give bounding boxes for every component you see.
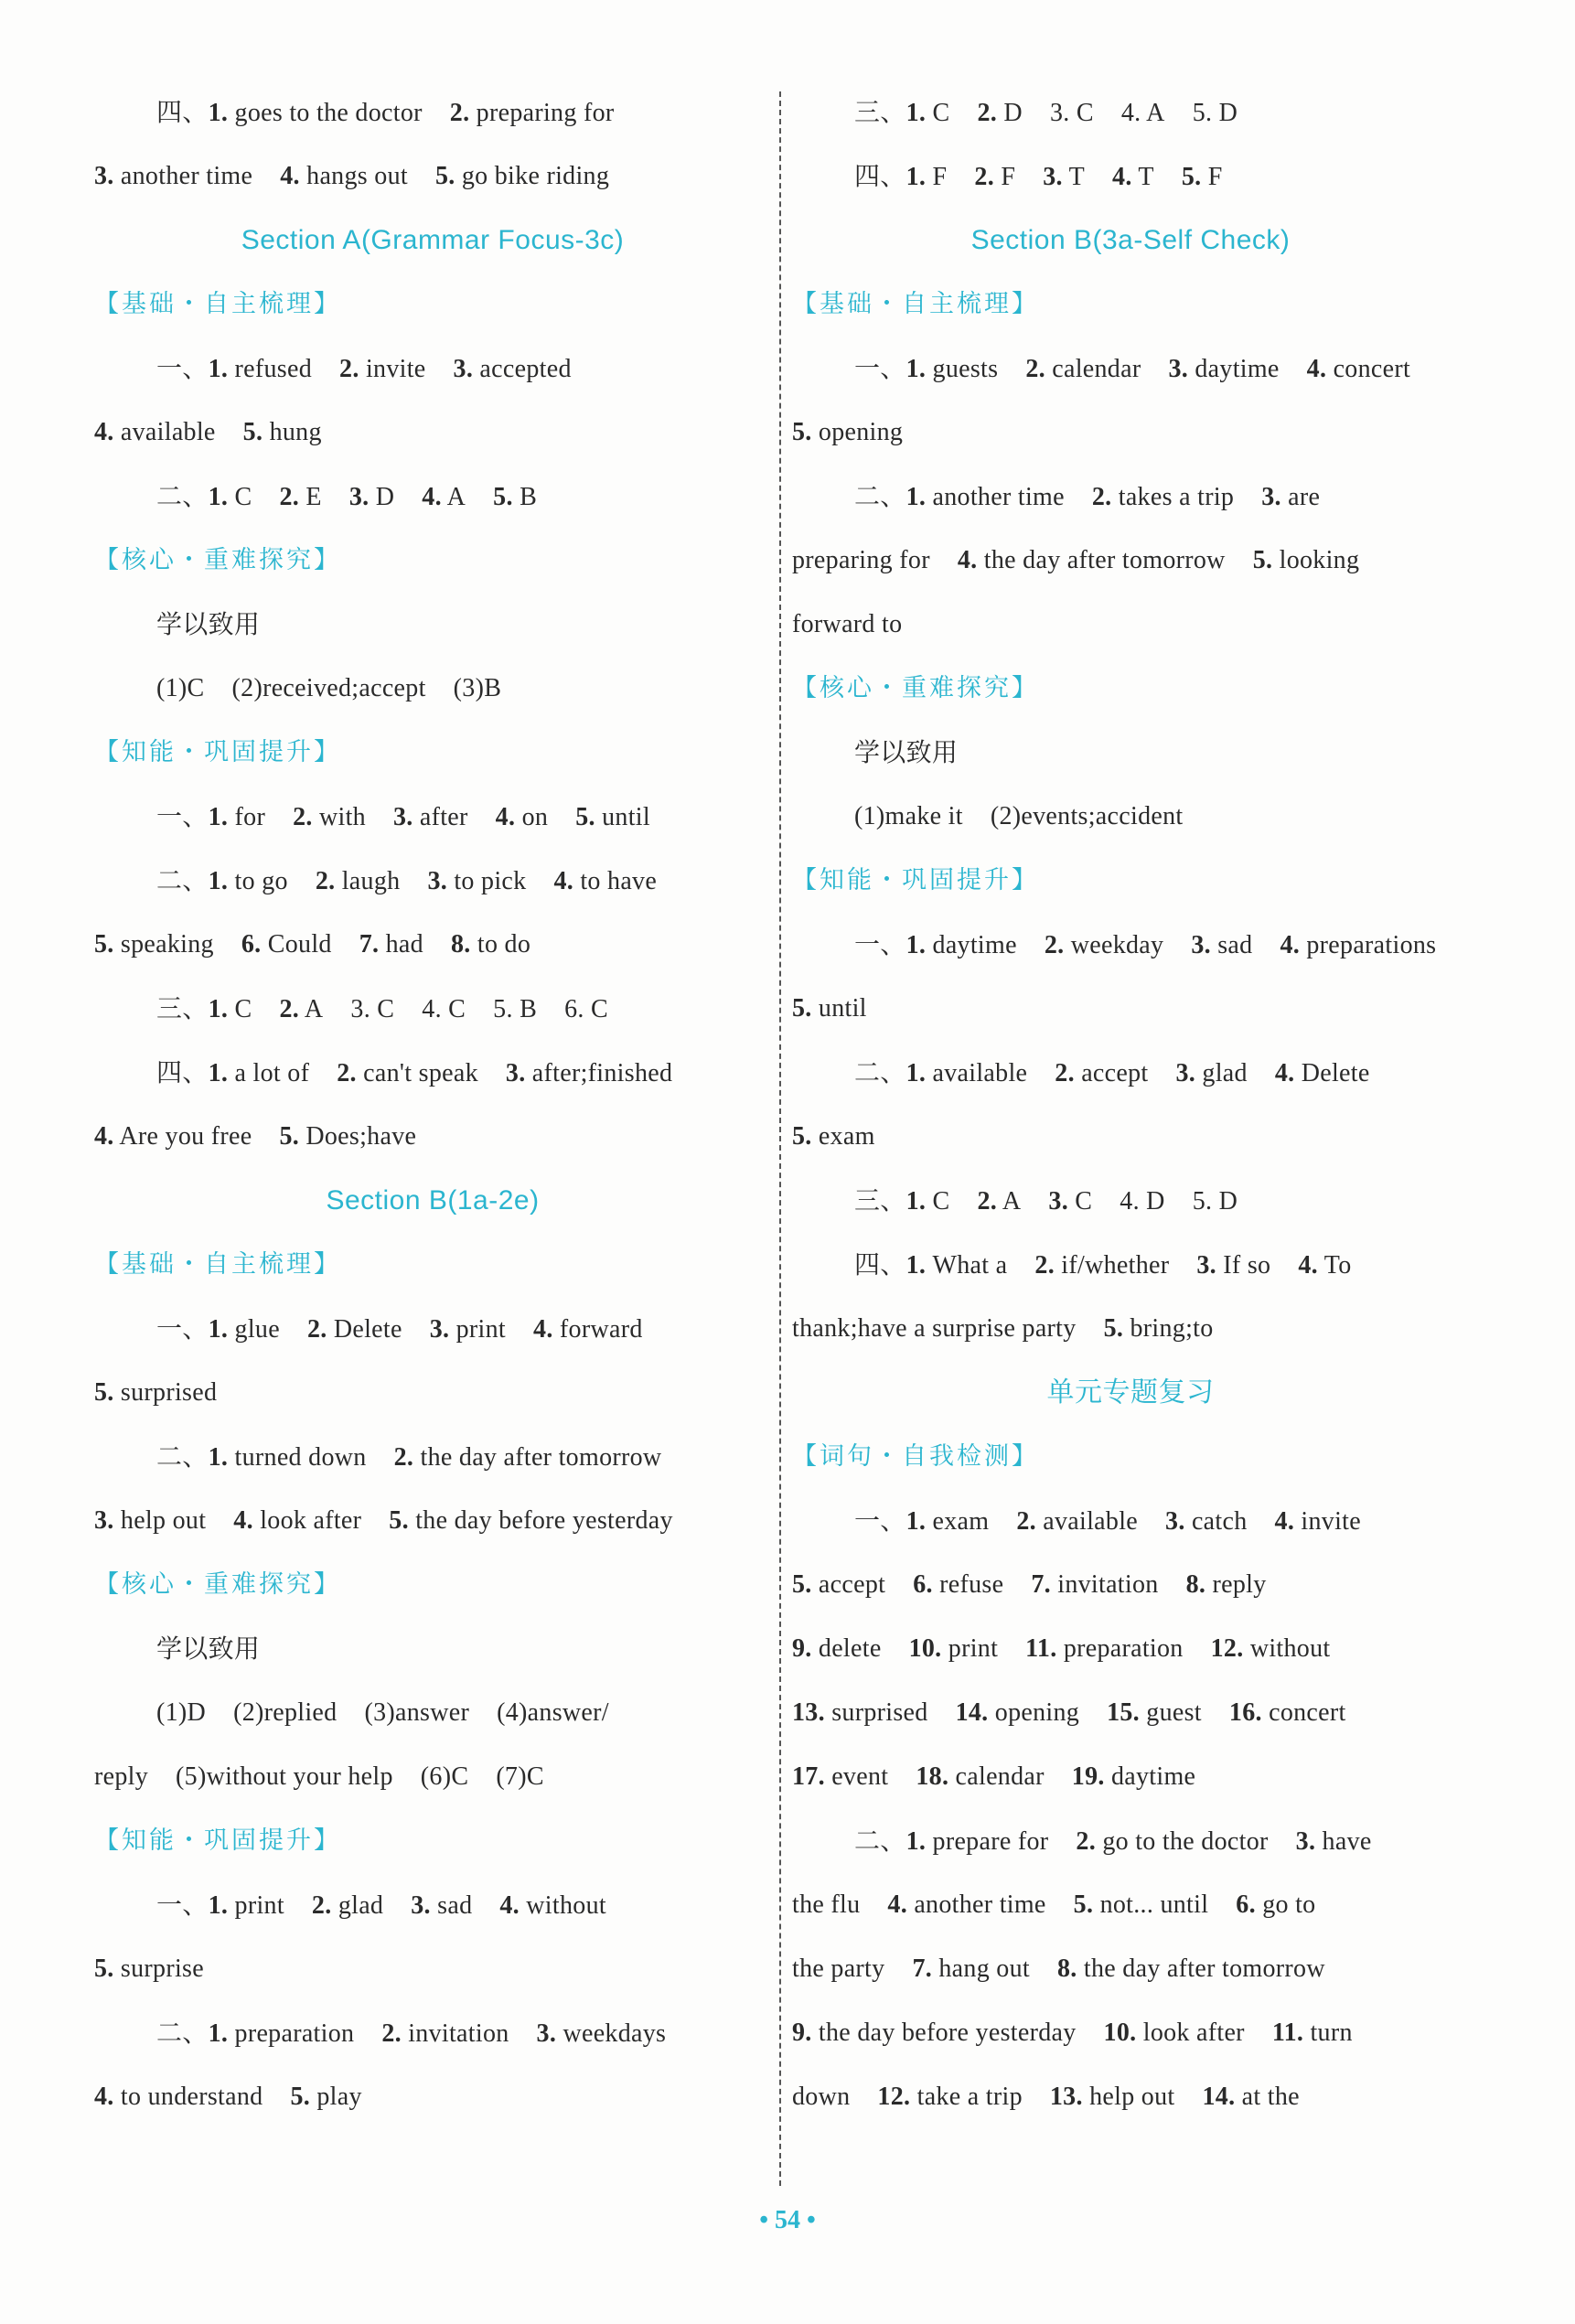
answer-item: (5)without your help (176, 1762, 393, 1791)
answer-line (94, 785, 771, 849)
answer-line (792, 465, 1469, 529)
answer-item: 16. concert (1228, 1698, 1346, 1727)
answer-item: thank;have a surprise party (792, 1314, 1077, 1343)
question-label: 一、 (854, 1505, 906, 1536)
answer-line (94, 145, 771, 209)
answer-item: 9. delete (792, 1634, 882, 1663)
answer-item: 4. A (422, 483, 466, 511)
answer-item: 5. until (792, 994, 867, 1023)
answer-item: 4. hangs out (280, 162, 408, 190)
answer-item: 4. to have (553, 867, 658, 895)
answer-item: 5. not... until (1073, 1890, 1209, 1919)
answer-item: 2. A (279, 995, 324, 1023)
answer-item: 4. available (94, 418, 216, 446)
answer-item: 4. look after (233, 1506, 362, 1535)
question-label: 二、 (156, 1441, 209, 1472)
question-label: 二、 (854, 1826, 906, 1856)
answer-item: 2. if/whether (1034, 1251, 1170, 1280)
answer-item: 4. the day after tomorrow (957, 546, 1226, 574)
answer-item: 3. help out (94, 1506, 207, 1535)
answer-item: 1. refused (208, 355, 313, 383)
question-label: 一、 (854, 929, 906, 959)
answer-item: 5. B (493, 995, 538, 1023)
answer-item: 3. after (392, 803, 468, 831)
answer-item: 学以致用 (156, 1633, 261, 1664)
answer-line (792, 1233, 1469, 1297)
answer-line (94, 1105, 771, 1169)
answer-line (94, 593, 771, 657)
answer-item: 5. F (1181, 163, 1223, 191)
answer-item: 5. bring;to (1103, 1314, 1214, 1343)
answer-line (94, 1361, 771, 1425)
answer-item: 1. another time (905, 483, 1065, 511)
answer-line (792, 145, 1469, 209)
answer-line (792, 1937, 1469, 2001)
answer-line (792, 2001, 1469, 2065)
answer-line (792, 80, 1469, 145)
answer-line (792, 1809, 1469, 1873)
answer-item: 1. available (905, 1059, 1028, 1087)
answer-item: 8. the day after tomorrow (1056, 1955, 1325, 1983)
answer-item: 11. preparation (1025, 1634, 1184, 1663)
answer-item: (7)C (496, 1762, 544, 1791)
answer-item: 3. catch (1165, 1507, 1248, 1536)
answer-item: 1. exam (905, 1507, 990, 1536)
section-tag: 【核心・重难探究】 (94, 546, 341, 574)
answer-line (94, 401, 771, 465)
answer-item: 3. T (1043, 163, 1086, 191)
answer-item: 1. preparation (208, 2019, 355, 2048)
answer-item: 1. guests (905, 355, 999, 383)
answer-line (94, 465, 771, 529)
answer-line (94, 337, 771, 401)
section-title: 单元专题复习 (1046, 1377, 1215, 1408)
answer-item: 3. another time (94, 162, 253, 190)
answer-item: 3. sad (1191, 931, 1253, 959)
answer-item: 3. glad (1175, 1059, 1248, 1087)
answer-item: 6. refuse (913, 1570, 1004, 1599)
answer-item: 11. turn (1271, 2019, 1353, 2047)
answer-item: 1. turned down (208, 1443, 367, 1472)
answer-line (94, 2065, 771, 2129)
right-column (792, 80, 1469, 2129)
section-title: Section A(Grammar Focus-3c) (241, 225, 625, 255)
section-tag: 【知能・巩固提升】 (792, 866, 1039, 894)
answer-item: (2)replied (233, 1698, 338, 1727)
answer-item: 4. forward (533, 1315, 643, 1344)
answer-item: 4. Are you free (94, 1122, 252, 1151)
answer-item: (1)make it (854, 802, 963, 830)
answer-item: (2)received;accept (231, 674, 426, 702)
answer-item: 3. C (1049, 99, 1094, 127)
answer-line (792, 1553, 1469, 1617)
answer-line (792, 337, 1469, 401)
answer-item: 2. invitation (381, 2019, 509, 2048)
section-tag: 【核心・重难探究】 (94, 1570, 341, 1599)
section-tag: 【知能・巩固提升】 (94, 738, 341, 766)
answer-item: 2. weekday (1044, 931, 1164, 959)
answer-item: 3. are (1261, 483, 1321, 511)
answer-item: forward to (792, 610, 903, 638)
answer-item: 2. E (279, 483, 322, 511)
answer-item: 3. have (1295, 1827, 1372, 1856)
answer-item: 12. take a trip (877, 2083, 1023, 2111)
answer-item: 3. D (348, 483, 395, 511)
question-label: 二、 (854, 1057, 906, 1087)
answer-item: 4. Delete (1274, 1059, 1370, 1087)
answer-item: (6)C (420, 1762, 469, 1791)
answer-item: 3. accepted (453, 355, 572, 383)
answer-item: 4. A (1120, 99, 1165, 127)
answer-item: 4. C (422, 995, 466, 1023)
answer-item: 8. to do (450, 930, 531, 959)
answer-item: 13. surprised (792, 1698, 928, 1727)
answer-item: 2. takes a trip (1091, 483, 1235, 511)
question-label: 一、 (156, 353, 209, 383)
answer-item: 13. help out (1049, 2083, 1175, 2111)
answer-item: 10. print (908, 1634, 999, 1663)
answer-item: 4. invite (1274, 1507, 1361, 1536)
answer-item: 5. D (1192, 99, 1238, 127)
answer-item: 15. guest (1107, 1698, 1202, 1727)
answer-item: 4. to understand (94, 2083, 263, 2111)
answer-item: 5. surprise (94, 1955, 204, 1983)
answer-item: (2)events;accident (990, 802, 1184, 830)
question-label: 四、 (156, 1057, 209, 1087)
answer-item: 1. for (208, 803, 266, 831)
question-label: 四、 (854, 161, 906, 191)
answer-item: 3. If so (1196, 1251, 1271, 1280)
answer-item: 5. go bike riding (434, 162, 610, 190)
answer-item: 19. daytime (1071, 1762, 1196, 1791)
answer-item: 12. without (1210, 1634, 1331, 1663)
answer-line (94, 1681, 771, 1745)
answer-line (792, 2065, 1469, 2129)
answer-line (792, 1105, 1469, 1169)
answer-item: 2. D (977, 99, 1023, 127)
answer-item: 2. with (293, 803, 366, 831)
answer-item: 14. opening (955, 1698, 1080, 1727)
answer-line (94, 1297, 771, 1361)
answer-item: 2. F (974, 163, 1016, 191)
answer-item: 2. calendar (1025, 355, 1141, 383)
question-label: 一、 (156, 801, 209, 831)
answer-item: 4. concert (1306, 355, 1411, 383)
answer-item: 5. B (493, 483, 538, 511)
answer-item: 6. Could (241, 930, 332, 959)
answer-item: 18. calendar (916, 1762, 1045, 1791)
answer-item: 2. laugh (315, 867, 401, 895)
answer-item: 5. hung (242, 418, 322, 446)
page-number: • 54 • (759, 2206, 816, 2234)
answer-item: 4. D (1120, 1187, 1165, 1216)
answer-item: (3)answer (364, 1698, 470, 1727)
question-label: 三、 (156, 993, 209, 1023)
section-tag: 【词句・自我检测】 (792, 1442, 1039, 1471)
answer-item: 5. exam (792, 1122, 875, 1151)
answer-line (792, 977, 1469, 1041)
section-tag: 【核心・重难探究】 (792, 674, 1039, 702)
question-label: 四、 (156, 97, 209, 127)
answer-item: 学以致用 (156, 609, 261, 639)
column-divider (779, 91, 781, 2186)
answer-item: 1. daytime (905, 931, 1017, 959)
answer-item: 1. F (905, 163, 948, 191)
answer-item: 3. daytime (1168, 355, 1280, 383)
answer-line (792, 785, 1469, 849)
section-tag: 【基础・自主梳理】 (94, 290, 341, 318)
answer-item: 2. A (977, 1187, 1022, 1216)
section-tag: 【知能・巩固提升】 (94, 1826, 341, 1855)
question-label: 二、 (156, 2018, 209, 2048)
question-label: 二、 (156, 481, 209, 511)
section-title: Section B(3a-Self Check) (970, 225, 1291, 255)
answer-item: 1. goes to the doctor (208, 99, 423, 127)
answer-line (792, 1745, 1469, 1809)
answer-line (792, 1041, 1469, 1105)
answer-item: 7. hang out (912, 1955, 1030, 1983)
answer-item: 17. event (792, 1762, 889, 1791)
answer-item: 4. preparations (1280, 931, 1437, 959)
answer-item: 2. preparing for (449, 99, 615, 127)
question-label: 二、 (156, 865, 209, 895)
question-label: 一、 (156, 1313, 209, 1344)
answer-line (94, 1937, 771, 2001)
answer-line (94, 1425, 771, 1489)
section-tag: 【基础・自主梳理】 (94, 1250, 341, 1279)
answer-item: 3. C (350, 995, 395, 1023)
answer-line (94, 1873, 771, 1937)
answer-item: 4. without (499, 1891, 606, 1920)
answer-item: 1. C (208, 995, 252, 1023)
section-tag: 【基础・自主梳理】 (792, 290, 1039, 318)
question-label: 四、 (854, 1249, 906, 1280)
answer-line (94, 657, 771, 721)
answer-item: 5. surprised (94, 1378, 218, 1407)
answer-item: 4. To (1298, 1251, 1352, 1280)
answer-item: preparing for (792, 546, 930, 574)
answer-line (94, 913, 771, 977)
answer-item: (1)C (156, 674, 205, 702)
answer-item: 7. had (359, 930, 423, 959)
answer-item: 4. T (1112, 163, 1154, 191)
answer-item: 9. the day before yesterday (792, 2019, 1077, 2047)
answer-item: (1)D (156, 1698, 207, 1727)
answer-line (94, 849, 771, 913)
answer-item: (3)B (453, 674, 502, 702)
answer-item: 2. glad (311, 1891, 384, 1920)
answer-line (792, 1489, 1469, 1553)
answer-line (792, 529, 1469, 593)
answer-item: 1. to go (208, 867, 288, 895)
answer-item: 3. C (1048, 1187, 1093, 1216)
answer-item: (4)answer/ (497, 1698, 609, 1727)
question-label: 三、 (854, 1185, 906, 1216)
answer-line (792, 1617, 1469, 1681)
answer-line (792, 913, 1469, 977)
answer-item: 1. prepare for (905, 1827, 1049, 1856)
answer-item: 3. weekdays (536, 2019, 667, 2048)
answer-line (792, 593, 1469, 657)
answer-line (94, 1745, 771, 1809)
answer-item: 10. look after (1103, 2019, 1245, 2047)
answer-item: 2. accept (1055, 1059, 1149, 1087)
answer-item: 6. C (564, 995, 608, 1023)
answer-item: 5. until (575, 803, 650, 831)
answer-item: 1. a lot of (208, 1059, 310, 1087)
answer-item: 1. glue (208, 1315, 280, 1344)
answer-item: the flu (792, 1890, 861, 1919)
answer-item: 2. Delete (306, 1315, 402, 1344)
answer-item: 1. print (208, 1891, 284, 1920)
answer-item: 3. print (429, 1315, 507, 1344)
answer-item: 2. available (1016, 1507, 1139, 1536)
answer-item: down (792, 2083, 851, 2111)
answer-item: 5. Does;have (279, 1122, 417, 1151)
answer-item: 5. speaking (94, 930, 214, 959)
answer-item: the party (792, 1955, 885, 1983)
answer-item: 5. D (1192, 1187, 1238, 1216)
answer-item: 3. after;finished (505, 1059, 673, 1087)
answer-line (94, 1489, 771, 1553)
answer-line (94, 1617, 771, 1681)
answer-item: 4. another time (887, 1890, 1046, 1919)
question-label: 一、 (156, 1890, 209, 1920)
answer-item: 8. reply (1185, 1570, 1267, 1599)
answer-line (792, 1873, 1469, 1937)
question-label: 二、 (854, 481, 906, 511)
answer-item: 2. go to the doctor (1076, 1827, 1269, 1856)
answer-item: 5. opening (792, 418, 904, 446)
answer-line (792, 1297, 1469, 1361)
answer-item: 5. accept (792, 1570, 886, 1599)
answer-item: 3. sad (411, 1891, 473, 1920)
answer-item: 6. go to (1236, 1890, 1316, 1919)
answer-item: 1. C (905, 99, 950, 127)
left-column (94, 80, 771, 2129)
answer-item: 5. looking (1252, 546, 1360, 574)
answer-item: 2. the day after tomorrow (393, 1443, 662, 1472)
answer-item: 2. invite (339, 355, 426, 383)
answer-item: 5. the day before yesterday (389, 1506, 673, 1535)
question-label: 一、 (854, 353, 906, 383)
answer-line (792, 1169, 1469, 1233)
answer-item: 1. C (208, 483, 252, 511)
answer-line (94, 1041, 771, 1105)
question-label: 三、 (854, 97, 906, 127)
answer-item: 学以致用 (854, 737, 959, 767)
answer-item: 3. to pick (427, 867, 527, 895)
answer-item: 1. What a (905, 1251, 1008, 1280)
answer-item: 14. at the (1202, 2083, 1300, 2111)
section-title: Section B(1a-2e) (326, 1185, 540, 1216)
answer-item: 5. play (290, 2083, 362, 2111)
answer-line (94, 977, 771, 1041)
answer-line (94, 2001, 771, 2065)
answer-item: 7. invitation (1031, 1570, 1159, 1599)
answer-item: reply (94, 1762, 149, 1791)
answer-line (792, 401, 1469, 465)
answer-line (792, 721, 1469, 785)
answer-line (94, 80, 771, 145)
answer-item: 1. C (905, 1187, 950, 1216)
answer-line (792, 1681, 1469, 1745)
answer-item: 4. on (495, 803, 549, 831)
answer-item: 2. can't speak (337, 1059, 478, 1087)
